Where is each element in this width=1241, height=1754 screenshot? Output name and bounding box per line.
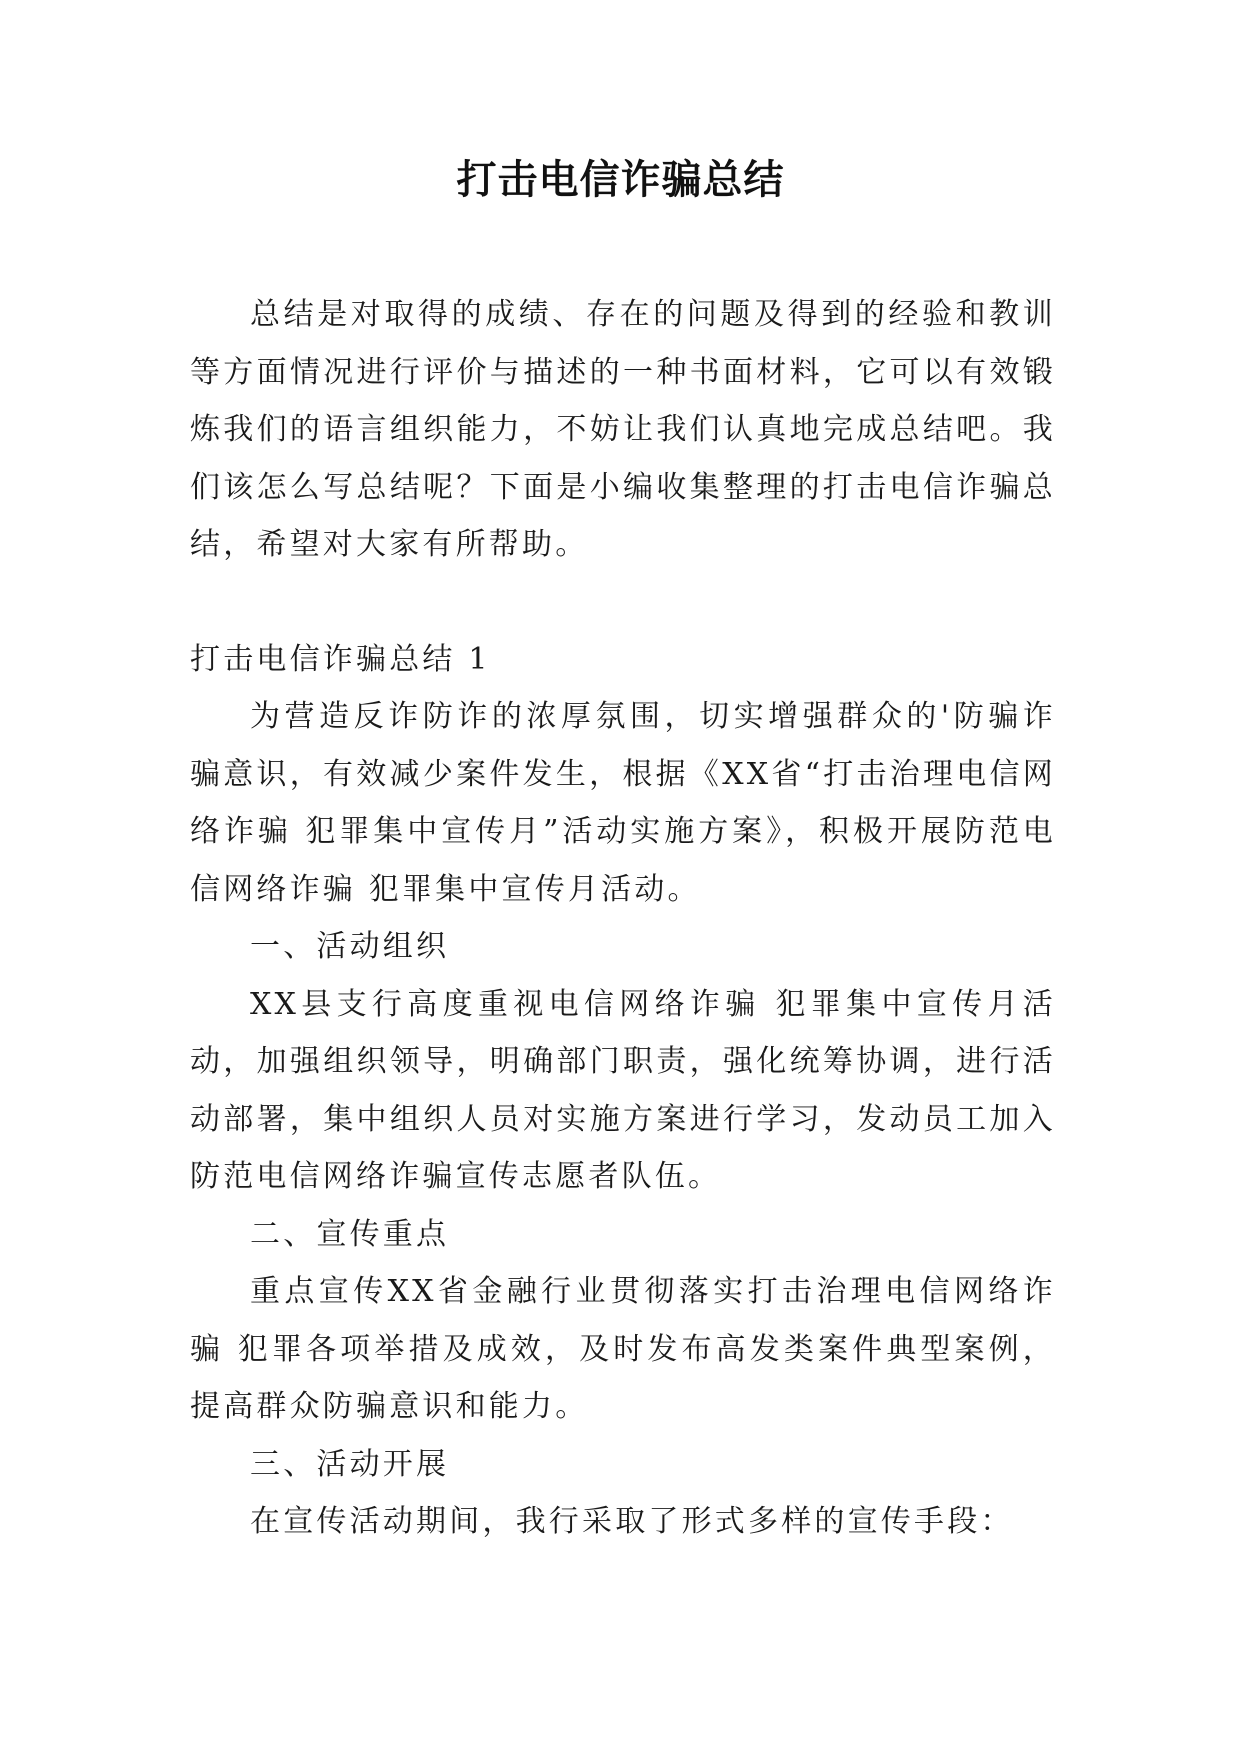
heading-publicity-focus: 二、宣传重点	[250, 1216, 450, 1252]
paragraph-3: 重点宣传XX省金融行业贯彻落实打击治理电信网络诈骗 犯罪各项举措及成效，及时发布高发类案件典型案例，提高群众防骗意识和能力。	[190, 1274, 1056, 1424]
document-body	[190, 286, 1056, 1551]
intro-paragraph: 总结是对取得的成绩、存在的问题及得到的经验和教训等方面情况进行评价与描述的一种书面材料，它可以有效锻炼我们的语言组织能力，不妨让我们认真地完成总结吧。我们该怎么写总结呢？下面是小编收集整理的打击电信诈骗总结，希望对大家有所帮助。	[190, 297, 1056, 562]
heading-activity-development: 三、活动开展	[250, 1446, 450, 1482]
paragraph-4: 在宣传活动期间，我行采取了形式多样的宣传手段：	[250, 1504, 1014, 1539]
document-title: 打击电信诈骗总结	[456, 157, 785, 203]
paragraph-1: 为营造反诈防诈的浓厚氛围，切实增强群众的'防骗诈骗意识，有效减少案件发生，根据《XX省“打击治理电信网络诈骗 犯罪集中宣传月”活动实施方案》，积极开展防范电信网络诈骗 犯罪集中宣传月活动。	[190, 699, 1056, 907]
heading-activity-organization: 一、活动组织	[250, 929, 450, 964]
paragraph-2: XX县支行高度重视电信网络诈骗 犯罪集中宣传月活动，加强组织领导，明确部门职责，强化统筹协调，进行活动部署，集中组织人员对实施方案进行学习，发动员工加入防范电信网络诈骗宣传志愿者队伍。	[190, 986, 1056, 1194]
section-heading: 打击电信诈骗总结 1	[190, 641, 491, 677]
